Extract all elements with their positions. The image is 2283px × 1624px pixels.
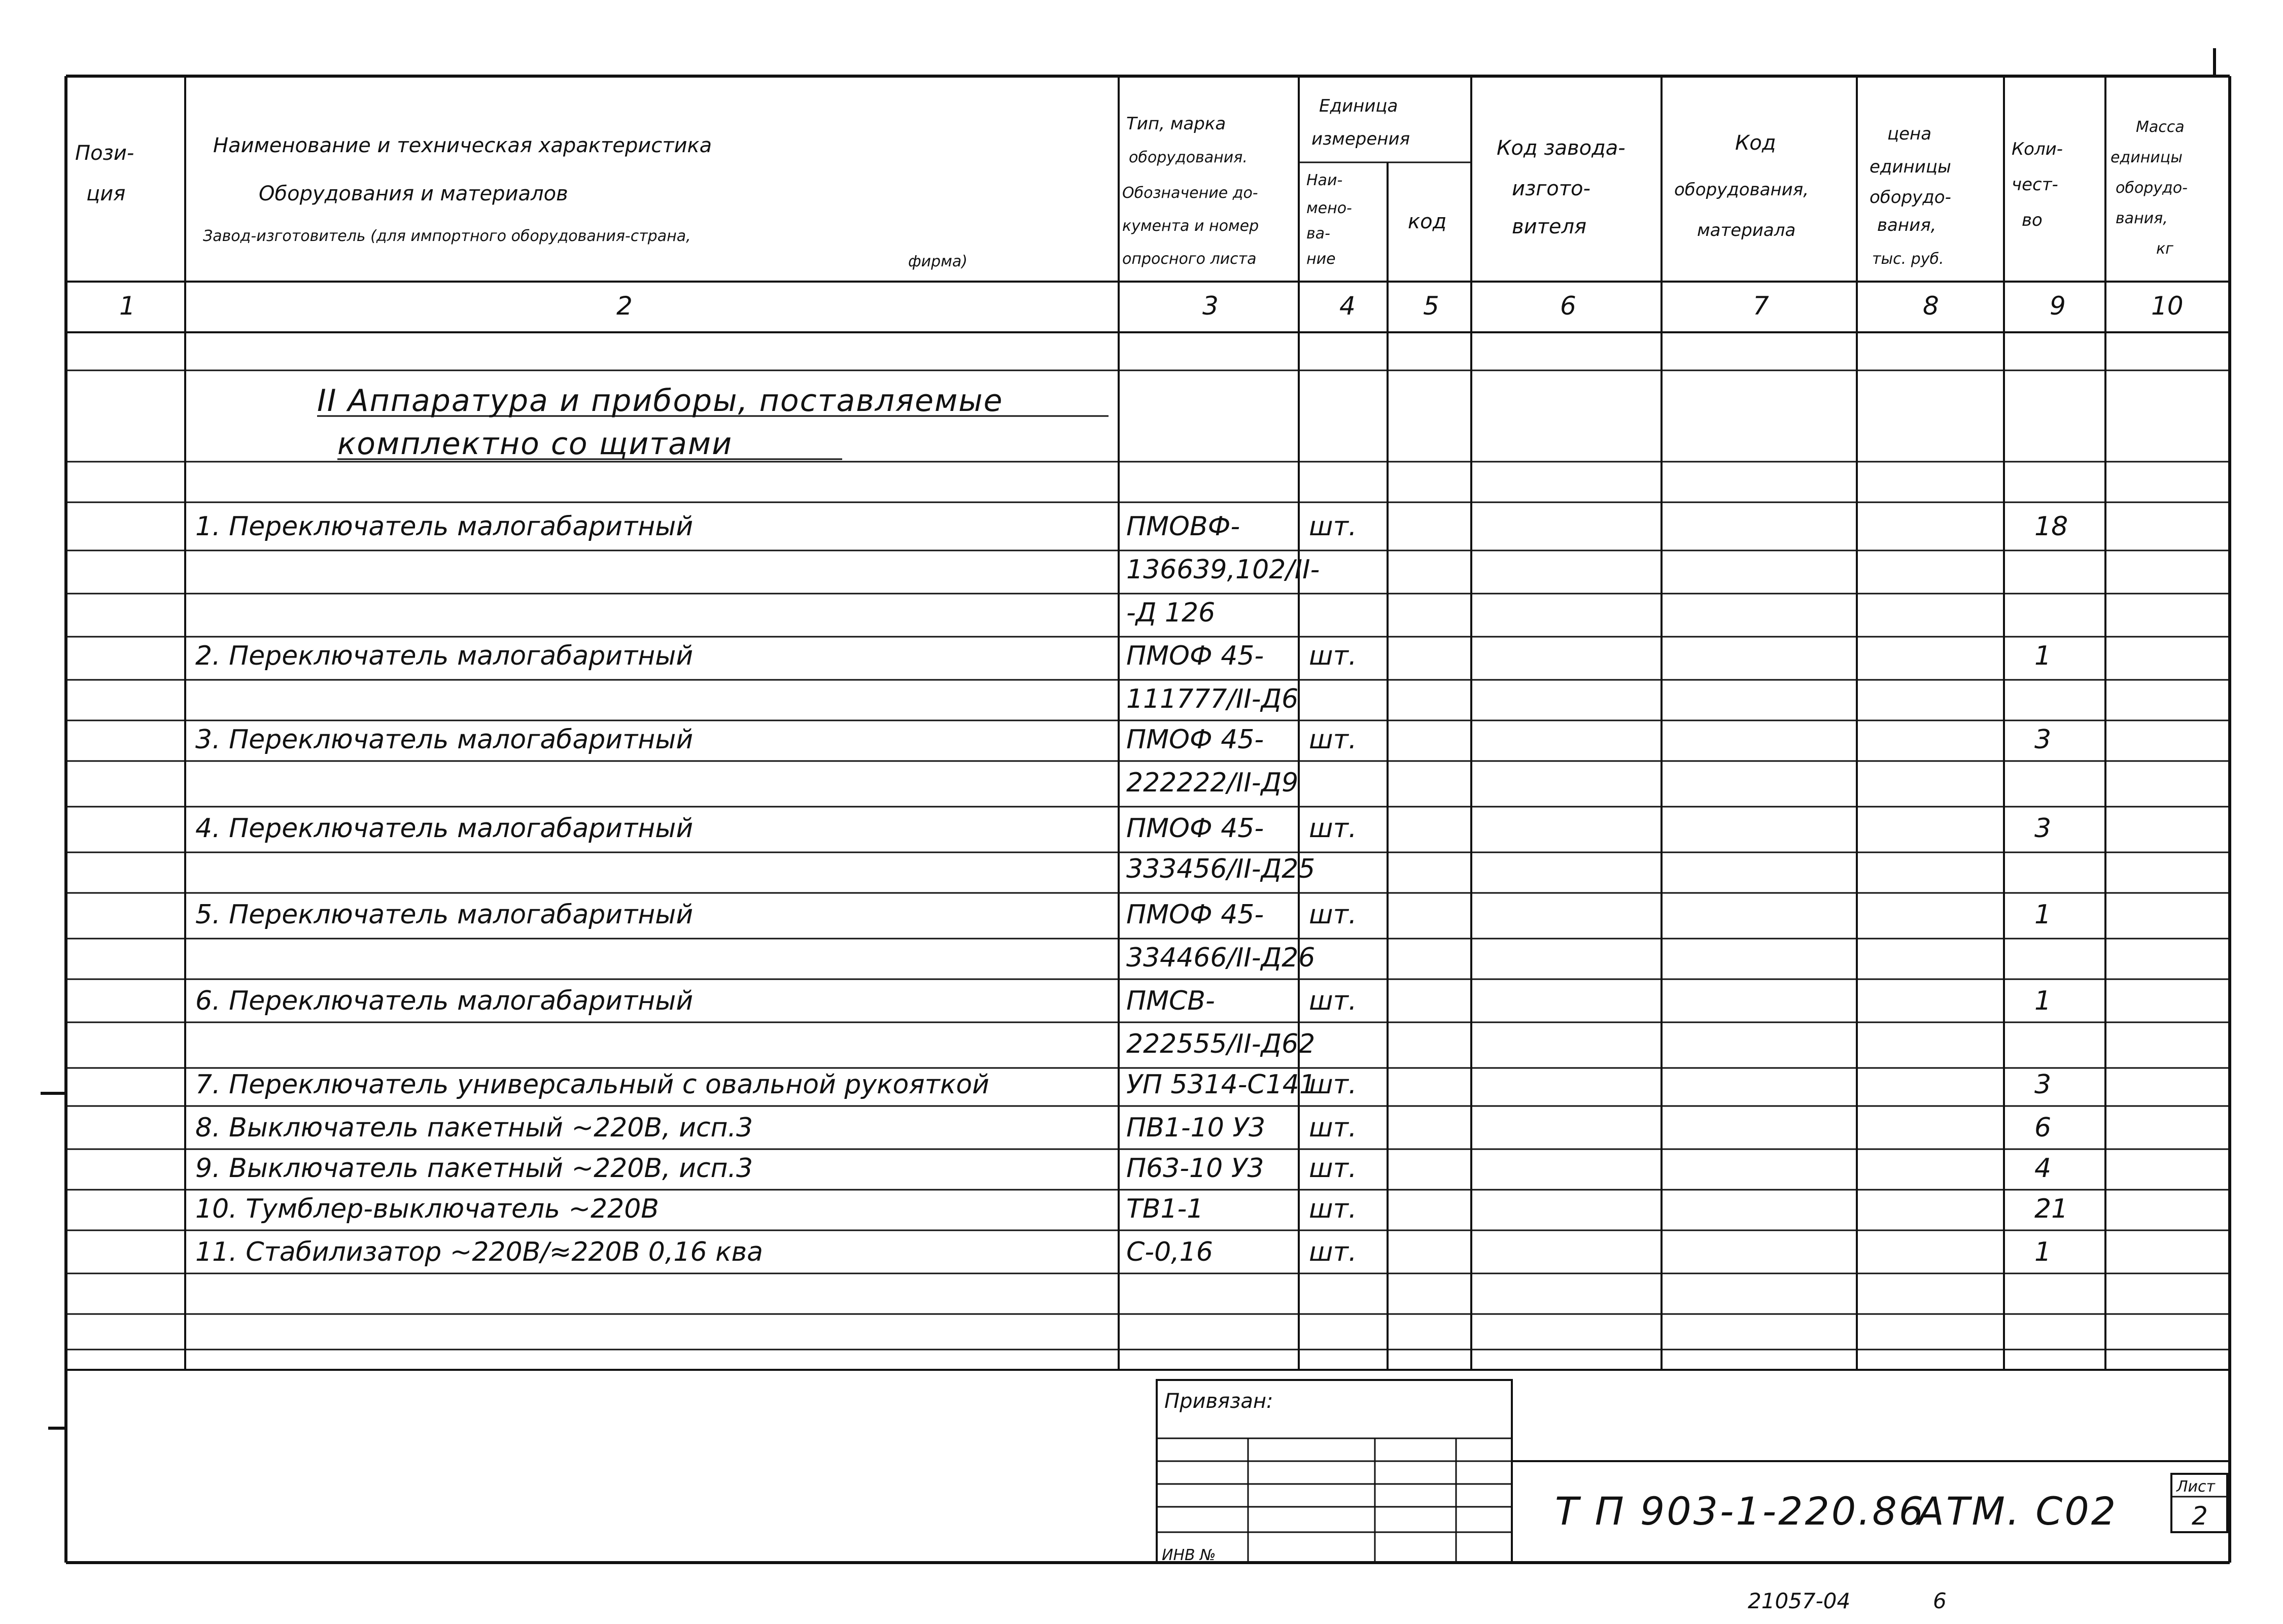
- col8-header-line2: единицы: [1870, 157, 1951, 177]
- col3-header-line2: оборудования.: [1129, 149, 1248, 166]
- item-type: ПВ1-10 У3: [1126, 1113, 1266, 1143]
- item-unit: шт.: [1309, 511, 1357, 542]
- col7-header-line3: материала: [1697, 220, 1796, 240]
- col2-header-line1: Наименование и техническая характеристика: [213, 134, 712, 157]
- item-quantity: 21: [2034, 1194, 2068, 1224]
- col5-header: код: [1408, 210, 1447, 233]
- item-type: 222222/II-Д9: [1126, 768, 1299, 798]
- footer-annotation: [1748, 1588, 1947, 1613]
- table-body: [195, 511, 2068, 1267]
- item-quantity: 1: [2034, 986, 2052, 1016]
- item-name: 2. Переключатель малогабаритный: [195, 641, 694, 671]
- title-block: [1157, 1380, 2230, 1563]
- item-unit: шт.: [1309, 1069, 1357, 1100]
- item-type: ТВ1-1: [1126, 1194, 1204, 1224]
- col4-header-line1: Наи-: [1306, 171, 1343, 189]
- col6-header-line2: изгото-: [1512, 177, 1590, 200]
- item-type: ПМОФ 45-: [1126, 900, 1264, 930]
- item-unit: шт.: [1309, 1153, 1357, 1184]
- item-name: 7. Переключатель универсальный с овальной рукояткой: [195, 1069, 989, 1100]
- item-quantity: 1: [2034, 641, 2052, 671]
- col3-header-line1: Тип, марка: [1126, 114, 1226, 134]
- item-type: ПМОФ 45-: [1126, 641, 1264, 671]
- col-number-9: 9: [2050, 291, 2066, 321]
- col7-header-line2: оборудования,: [1674, 180, 1809, 200]
- col-number-2: 2: [616, 291, 633, 321]
- archive-number: 21057-04: [1748, 1588, 1851, 1613]
- sheet-label: Лист: [2176, 1478, 2216, 1496]
- item-type: ПМОФ 45-: [1126, 813, 1264, 844]
- item-unit: шт.: [1309, 1113, 1357, 1143]
- col-number-6: 6: [1560, 291, 1576, 321]
- item-unit: шт.: [1309, 900, 1357, 930]
- item-quantity: 1: [2034, 1237, 2052, 1267]
- col1-header-line1: Пози-: [75, 142, 134, 165]
- item-name: 9. Выключатель пакетный ~220В, исп.3: [195, 1153, 753, 1184]
- section-title-line2: комплектно со щитами: [337, 426, 733, 462]
- unit-group-header-line2: измерения: [1311, 129, 1410, 149]
- col2-header-line3: Завод-изготовитель (для импортного оборудования-страна,: [203, 227, 691, 245]
- sheet-number: 2: [2192, 1501, 2208, 1531]
- item-type: П63-10 У3: [1126, 1153, 1264, 1184]
- col7-header-line1: Код: [1735, 131, 1776, 155]
- col6-header-line1: Код завода-: [1497, 136, 1625, 160]
- col4-header-line3: ва-: [1306, 225, 1330, 243]
- item-type: С-0,16: [1126, 1237, 1213, 1267]
- page-number: 6: [1933, 1588, 1947, 1613]
- item-name: 8. Выключатель пакетный ~220В, исп.3: [195, 1113, 753, 1143]
- col-number-8: 8: [1923, 291, 1939, 321]
- item-unit: шт.: [1309, 724, 1357, 755]
- col10-header-line4: вания,: [2116, 210, 2168, 227]
- item-unit: шт.: [1309, 1237, 1357, 1267]
- item-name: 3. Переключатель малогабаритный: [195, 724, 694, 755]
- title-block-text: [1162, 1390, 2216, 1564]
- item-unit: шт.: [1309, 641, 1357, 671]
- col4-header-line2: мено-: [1306, 199, 1352, 217]
- col-number-3: 3: [1202, 291, 1219, 321]
- document-mark: АТМ. С02: [1918, 1489, 2118, 1534]
- col-number-5: 5: [1423, 291, 1439, 321]
- col1-header-line2: ция: [86, 182, 126, 205]
- col8-header-line5: тыс. руб.: [1872, 250, 1944, 268]
- item-type: УП 5314-С141: [1126, 1069, 1316, 1100]
- col9-header-line3: во: [2022, 210, 2043, 230]
- col9-header-line2: чест-: [2012, 175, 2058, 195]
- item-unit: шт.: [1309, 813, 1357, 844]
- item-unit: шт.: [1309, 986, 1357, 1016]
- item-type: 111777/II-Д6: [1126, 684, 1299, 714]
- item-type: ПМСВ-: [1126, 986, 1215, 1016]
- col10-header-line2: единицы: [2111, 149, 2183, 166]
- item-name: 1. Переключатель малогабаритный: [195, 511, 694, 542]
- item-name: 6. Переключатель малогабаритный: [195, 986, 694, 1016]
- item-name: 4. Переключатель малогабаритный: [195, 813, 694, 844]
- col8-header-line3: оборудо-: [1870, 187, 1951, 208]
- item-type: ПМОВФ-: [1126, 511, 1240, 542]
- inventory-number-label: ИНВ №: [1162, 1546, 1216, 1564]
- col3-header-line4: кумента и номер: [1122, 217, 1259, 235]
- item-type: 136639,102/II-: [1126, 555, 1320, 585]
- col-number-4: 4: [1339, 291, 1356, 321]
- item-quantity: 3: [2034, 1069, 2052, 1100]
- item-quantity: 1: [2034, 900, 2052, 930]
- item-type: 334466/II-Д26: [1126, 943, 1316, 973]
- item-type: ПМОФ 45-: [1126, 724, 1264, 755]
- col-number-7: 7: [1753, 291, 1769, 321]
- col6-header-line3: вителя: [1512, 215, 1587, 238]
- item-name: 10. Тумблер-выключатель ~220В: [195, 1194, 659, 1224]
- col3-header-line5: опросного листа: [1122, 250, 1257, 268]
- col2-header-line2: Оборудования и материалов: [259, 182, 568, 205]
- item-unit: шт.: [1309, 1194, 1357, 1224]
- col4-header-line4: ние: [1306, 250, 1336, 268]
- table-header: [75, 96, 2188, 270]
- col2-header-line4: фирма): [908, 253, 967, 270]
- col10-header-line5: кг: [2156, 240, 2173, 258]
- bound-label: Привязан:: [1164, 1390, 1273, 1413]
- table-grid: [41, 48, 2230, 1563]
- col-number-10: 10: [2151, 291, 2184, 321]
- item-quantity: 6: [2034, 1113, 2052, 1143]
- col8-header-line4: вания,: [1877, 215, 1936, 235]
- col8-header-line1: цена: [1887, 124, 1932, 144]
- item-type: 222555/II-Д62: [1126, 1029, 1316, 1059]
- item-quantity: 18: [2034, 511, 2068, 542]
- section-title-line1: II Аппаратура и приборы, поставляемые: [317, 383, 1004, 419]
- col-number-1: 1: [119, 291, 135, 321]
- section-heading: [317, 383, 1109, 462]
- item-quantity: 4: [2034, 1153, 2052, 1184]
- col3-header-line3: Обозначение до-: [1122, 184, 1258, 202]
- item-name: 11. Стабилизатор ~220В/≈220В 0,16 ква: [195, 1237, 764, 1267]
- item-quantity: 3: [2034, 813, 2052, 844]
- item-quantity: 3: [2034, 724, 2052, 755]
- item-name: 5. Переключатель малогабаритный: [195, 900, 694, 930]
- col9-header-line1: Коли-: [2012, 139, 2063, 159]
- unit-group-header-line1: Единица: [1319, 96, 1398, 116]
- item-type: -Д 126: [1126, 598, 1216, 628]
- col10-header-line1: Масса: [2136, 118, 2185, 136]
- item-type: 333456/II-Д25: [1126, 854, 1316, 884]
- col10-header-line3: оборудо-: [2116, 179, 2188, 197]
- document-code: Т П 903-1-220.86: [1555, 1489, 1926, 1534]
- column-numbers: [119, 291, 2184, 321]
